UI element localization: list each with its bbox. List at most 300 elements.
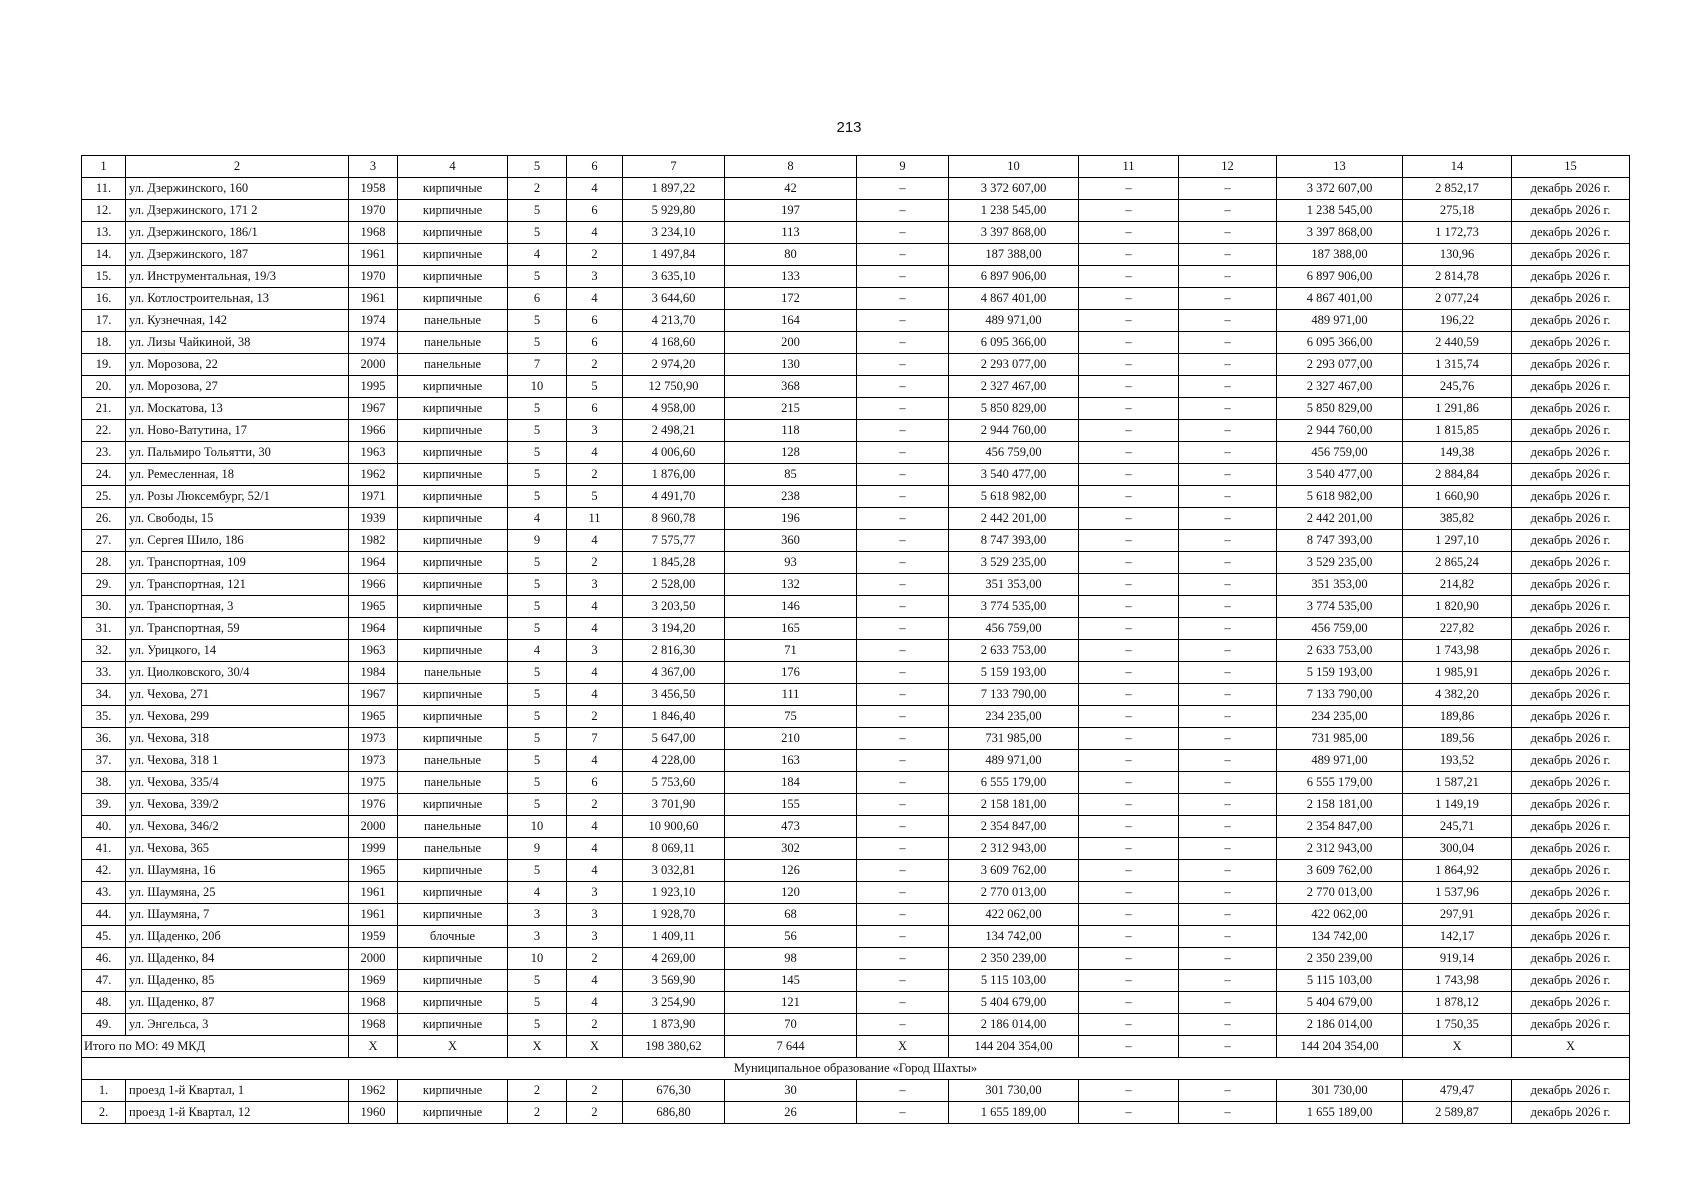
table-row xyxy=(82,310,1630,332)
table-cell: ул. Энгельса, 3 xyxy=(126,1014,349,1036)
table-cell: кирпичные xyxy=(398,1014,508,1036)
table-cell: 1982 xyxy=(349,530,398,552)
table-cell: 24. xyxy=(82,464,126,486)
table-cell: 11 xyxy=(567,508,623,530)
table-cell: ул. Урицкого, 14 xyxy=(126,640,349,662)
table-cell: 10 xyxy=(508,376,567,398)
table-row xyxy=(82,530,1630,552)
table-cell: 3 774 535,00 xyxy=(1277,596,1403,618)
table-cell: 2 xyxy=(567,794,623,816)
table-cell: 4 867 401,00 xyxy=(949,288,1079,310)
table-cell: ул. Транспортная, 3 xyxy=(126,596,349,618)
table-row xyxy=(82,992,1630,1014)
table-cell: 1984 xyxy=(349,662,398,684)
table-cell: 93 xyxy=(725,552,857,574)
total-cell: 198 380,62 xyxy=(623,1036,725,1058)
table-cell: – xyxy=(857,662,949,684)
table-row xyxy=(82,552,1630,574)
table-cell: 1973 xyxy=(349,728,398,750)
table-cell: 1963 xyxy=(349,442,398,464)
table-cell: 128 xyxy=(725,442,857,464)
table-cell: 5 xyxy=(508,442,567,464)
table-cell: – xyxy=(857,926,949,948)
table-cell: декабрь 2026 г. xyxy=(1512,1102,1630,1124)
table-cell: ул. Пальмиро Тольятти, 30 xyxy=(126,442,349,464)
table-cell: 189,86 xyxy=(1403,706,1512,728)
total-cell: Х xyxy=(349,1036,398,1058)
column-number-header: 12 xyxy=(1179,156,1277,178)
table-cell: ул. Морозова, 27 xyxy=(126,376,349,398)
table-cell: – xyxy=(857,420,949,442)
table-cell: – xyxy=(857,178,949,200)
housing-register-table xyxy=(81,155,1630,1124)
table-cell: – xyxy=(1079,662,1179,684)
table-cell: ул. Ремесленная, 18 xyxy=(126,464,349,486)
table-cell: – xyxy=(1179,772,1277,794)
table-cell: 172 xyxy=(725,288,857,310)
table-cell: 1968 xyxy=(349,222,398,244)
column-number-header: 1 xyxy=(82,156,126,178)
total-row xyxy=(82,1036,1630,1058)
table-cell: – xyxy=(1179,750,1277,772)
table-cell: 10 900,60 xyxy=(623,816,725,838)
table-cell: 5 xyxy=(567,486,623,508)
table-cell: – xyxy=(1179,288,1277,310)
table-cell: 5 xyxy=(508,266,567,288)
table-cell: – xyxy=(1179,442,1277,464)
table-cell: 5 618 982,00 xyxy=(1277,486,1403,508)
total-cell: Х xyxy=(508,1036,567,1058)
table-cell: – xyxy=(857,904,949,926)
table-cell: 2000 xyxy=(349,948,398,970)
table-cell: – xyxy=(857,684,949,706)
table-cell: 3 xyxy=(567,574,623,596)
table-row xyxy=(82,222,1630,244)
table-cell: 34. xyxy=(82,684,126,706)
table-cell: – xyxy=(1179,992,1277,1014)
table-cell: декабрь 2026 г. xyxy=(1512,178,1630,200)
column-number-row xyxy=(82,156,1630,178)
table-cell: – xyxy=(1179,926,1277,948)
table-cell: 2 633 753,00 xyxy=(1277,640,1403,662)
table-cell: 43. xyxy=(82,882,126,904)
table-cell: 1 873,90 xyxy=(623,1014,725,1036)
table-cell: 2 350 239,00 xyxy=(1277,948,1403,970)
table-cell: кирпичные xyxy=(398,552,508,574)
table-cell: 1962 xyxy=(349,1080,398,1102)
table-cell: – xyxy=(1079,310,1179,332)
table-cell: 2 xyxy=(567,948,623,970)
table-cell: 1958 xyxy=(349,178,398,200)
table-cell: 2 xyxy=(567,1102,623,1124)
table-cell: 5 929,80 xyxy=(623,200,725,222)
table-cell: 2 186 014,00 xyxy=(1277,1014,1403,1036)
table-cell: – xyxy=(1179,640,1277,662)
table-row xyxy=(82,266,1630,288)
table-cell: – xyxy=(1179,882,1277,904)
table-cell: 3 xyxy=(567,882,623,904)
table-cell: кирпичные xyxy=(398,464,508,486)
table-cell: 1 864,92 xyxy=(1403,860,1512,882)
table-cell: панельные xyxy=(398,354,508,376)
table-cell: панельные xyxy=(398,332,508,354)
table-cell: 351 353,00 xyxy=(1277,574,1403,596)
table-cell: 2 327 467,00 xyxy=(949,376,1079,398)
table-cell: ул. Морозова, 22 xyxy=(126,354,349,376)
table-cell: – xyxy=(1179,596,1277,618)
table-row xyxy=(82,838,1630,860)
table-cell: 1 587,21 xyxy=(1403,772,1512,794)
table-cell: 1974 xyxy=(349,332,398,354)
table-cell: ул. Чехова, 365 xyxy=(126,838,349,860)
table-cell: 6 555 179,00 xyxy=(949,772,1079,794)
table-row xyxy=(82,376,1630,398)
table-cell: 4 491,70 xyxy=(623,486,725,508)
table-cell: 2 158 181,00 xyxy=(1277,794,1403,816)
table-cell: декабрь 2026 г. xyxy=(1512,750,1630,772)
table-row xyxy=(82,442,1630,464)
table-cell: 26 xyxy=(725,1102,857,1124)
table-cell: 1 660,90 xyxy=(1403,486,1512,508)
table-cell: кирпичные xyxy=(398,1080,508,1102)
table-cell: – xyxy=(1179,244,1277,266)
table-cell: 126 xyxy=(725,860,857,882)
table-cell: декабрь 2026 г. xyxy=(1512,992,1630,1014)
table-cell: 2 350 239,00 xyxy=(949,948,1079,970)
table-cell: 3 456,50 xyxy=(623,684,725,706)
table-cell: – xyxy=(857,640,949,662)
table-cell: 163 xyxy=(725,750,857,772)
table-cell: – xyxy=(1179,398,1277,420)
table-cell: 2 293 077,00 xyxy=(1277,354,1403,376)
table-cell: 4 228,00 xyxy=(623,750,725,772)
table-row xyxy=(82,970,1630,992)
table-cell: 4 269,00 xyxy=(623,948,725,970)
table-cell: 360 xyxy=(725,530,857,552)
table-cell: – xyxy=(857,574,949,596)
table-cell: 7 575,77 xyxy=(623,530,725,552)
table-row xyxy=(82,420,1630,442)
table-cell: 31. xyxy=(82,618,126,640)
table-cell: 7 133 790,00 xyxy=(1277,684,1403,706)
table-cell: – xyxy=(1179,574,1277,596)
table-cell: ул. Котлостроительная, 13 xyxy=(126,288,349,310)
table-cell: 3 xyxy=(567,640,623,662)
table-cell: 23. xyxy=(82,442,126,464)
table-cell: 1970 xyxy=(349,200,398,222)
table-cell: 2000 xyxy=(349,354,398,376)
table-cell: – xyxy=(1179,838,1277,860)
table-cell: 489 971,00 xyxy=(949,750,1079,772)
table-cell: ул. Ново-Ватутина, 17 xyxy=(126,420,349,442)
table-cell: 1961 xyxy=(349,288,398,310)
table-cell: 2 354 847,00 xyxy=(949,816,1079,838)
table-cell: 56 xyxy=(725,926,857,948)
table-cell: 1 238 545,00 xyxy=(949,200,1079,222)
table-cell: 4 xyxy=(567,530,623,552)
table-cell: 121 xyxy=(725,992,857,1014)
table-cell: 4 382,20 xyxy=(1403,684,1512,706)
table-cell: 1965 xyxy=(349,596,398,618)
table-cell: 16. xyxy=(82,288,126,310)
table-cell: – xyxy=(1079,706,1179,728)
table-cell: 1 743,98 xyxy=(1403,640,1512,662)
table-cell: – xyxy=(1079,970,1179,992)
table-cell: кирпичные xyxy=(398,882,508,904)
table-cell: 3 xyxy=(567,420,623,442)
table-cell: декабрь 2026 г. xyxy=(1512,574,1630,596)
table-cell: 1968 xyxy=(349,1014,398,1036)
table-row xyxy=(82,398,1630,420)
table-cell: 8 960,78 xyxy=(623,508,725,530)
table-cell: декабрь 2026 г. xyxy=(1512,596,1630,618)
table-cell: 2 442 201,00 xyxy=(949,508,1079,530)
table-cell: – xyxy=(1079,552,1179,574)
table-cell: 42. xyxy=(82,860,126,882)
table-cell: – xyxy=(1179,684,1277,706)
column-number-header: 5 xyxy=(508,156,567,178)
table-cell: 2 633 753,00 xyxy=(949,640,1079,662)
table-cell: декабрь 2026 г. xyxy=(1512,794,1630,816)
table-cell: ул. Чехова, 318 1 xyxy=(126,750,349,772)
table-cell: 2 xyxy=(567,1014,623,1036)
table-cell: 4 867 401,00 xyxy=(1277,288,1403,310)
table-cell: 489 971,00 xyxy=(1277,310,1403,332)
table-cell: блочные xyxy=(398,926,508,948)
table-cell: 6 xyxy=(567,332,623,354)
table-cell: декабрь 2026 г. xyxy=(1512,926,1630,948)
table-cell: 5 850 829,00 xyxy=(949,398,1079,420)
table-cell: 473 xyxy=(725,816,857,838)
table-cell: – xyxy=(1079,816,1179,838)
table-cell: кирпичные xyxy=(398,1102,508,1124)
table-row xyxy=(82,178,1630,200)
table-cell: 3 032,81 xyxy=(623,860,725,882)
table-cell: – xyxy=(1079,574,1179,596)
table-cell: кирпичные xyxy=(398,486,508,508)
table-cell: 5 115 103,00 xyxy=(949,970,1079,992)
table-cell: – xyxy=(857,728,949,750)
table-cell: 98 xyxy=(725,948,857,970)
table-cell: 7 xyxy=(567,728,623,750)
table-body xyxy=(82,156,1630,1124)
table-cell: – xyxy=(1079,904,1179,926)
table-cell: 4 xyxy=(508,882,567,904)
table-cell: 1969 xyxy=(349,970,398,992)
table-cell: 4 168,60 xyxy=(623,332,725,354)
table-cell: 1974 xyxy=(349,310,398,332)
table-cell: 33. xyxy=(82,662,126,684)
table-cell: – xyxy=(1179,948,1277,970)
table-cell: 1964 xyxy=(349,618,398,640)
table-cell: 8 747 393,00 xyxy=(1277,530,1403,552)
table-cell: 422 062,00 xyxy=(1277,904,1403,926)
table-cell: 1962 xyxy=(349,464,398,486)
table-cell: декабрь 2026 г. xyxy=(1512,310,1630,332)
table-cell: – xyxy=(1079,376,1179,398)
table-cell: – xyxy=(857,948,949,970)
table-cell: 4 xyxy=(567,596,623,618)
table-cell: 4 xyxy=(567,288,623,310)
table-cell: 4 xyxy=(508,640,567,662)
table-cell: 5 404 679,00 xyxy=(1277,992,1403,1014)
table-cell: – xyxy=(1179,860,1277,882)
table-cell: 489 971,00 xyxy=(1277,750,1403,772)
page-number: 213 xyxy=(836,119,862,136)
table-cell: 111 xyxy=(725,684,857,706)
table-cell: 38. xyxy=(82,772,126,794)
table-row xyxy=(82,244,1630,266)
table-cell: 215 xyxy=(725,398,857,420)
table-cell: – xyxy=(857,992,949,1014)
table-cell: 1963 xyxy=(349,640,398,662)
table-cell: 4 xyxy=(567,860,623,882)
table-cell: 197 xyxy=(725,200,857,222)
table-row xyxy=(82,794,1630,816)
table-cell: 6 xyxy=(567,200,623,222)
table-cell: 196,22 xyxy=(1403,310,1512,332)
table-cell: 2 xyxy=(567,552,623,574)
table-row xyxy=(82,1080,1630,1102)
table-cell: ул. Кузнечная, 142 xyxy=(126,310,349,332)
total-cell: 144 204 354,00 xyxy=(949,1036,1079,1058)
table-cell: 2 312 943,00 xyxy=(949,838,1079,860)
table-cell: ул. Шаумяна, 16 xyxy=(126,860,349,882)
column-number-header: 2 xyxy=(126,156,349,178)
table-cell: 3 774 535,00 xyxy=(949,596,1079,618)
table-cell: 456 759,00 xyxy=(949,442,1079,464)
table-cell: 3 372 607,00 xyxy=(949,178,1079,200)
total-cell: Х xyxy=(567,1036,623,1058)
table-cell: 5 xyxy=(508,794,567,816)
table-cell: 2 xyxy=(567,244,623,266)
table-cell: 5 xyxy=(508,992,567,1014)
table-cell: 227,82 xyxy=(1403,618,1512,640)
table-cell: 2 158 181,00 xyxy=(949,794,1079,816)
table-cell: – xyxy=(1079,288,1179,310)
column-number-header: 7 xyxy=(623,156,725,178)
table-cell: 4 xyxy=(567,442,623,464)
table-cell: 4 xyxy=(567,992,623,1014)
table-cell: 5 647,00 xyxy=(623,728,725,750)
table-cell: 1 846,40 xyxy=(623,706,725,728)
table-cell: 1966 xyxy=(349,574,398,596)
table-cell: – xyxy=(1079,486,1179,508)
table-cell: декабрь 2026 г. xyxy=(1512,640,1630,662)
table-cell: 1 750,35 xyxy=(1403,1014,1512,1036)
table-cell: ул. Щаденко, 84 xyxy=(126,948,349,970)
table-cell: ул. Щаденко, 85 xyxy=(126,970,349,992)
table-cell: 47. xyxy=(82,970,126,992)
table-cell: декабрь 2026 г. xyxy=(1512,354,1630,376)
table-row xyxy=(82,640,1630,662)
table-cell: – xyxy=(1179,1014,1277,1036)
table-cell: 75 xyxy=(725,706,857,728)
table-cell: 5 xyxy=(508,464,567,486)
table-cell: 1 537,96 xyxy=(1403,882,1512,904)
table-cell: 2 xyxy=(567,464,623,486)
table-cell: 2 852,17 xyxy=(1403,178,1512,200)
table-cell: ул. Транспортная, 121 xyxy=(126,574,349,596)
table-cell: – xyxy=(1179,970,1277,992)
table-cell: декабрь 2026 г. xyxy=(1512,882,1630,904)
table-cell: 686,80 xyxy=(623,1102,725,1124)
table-cell: 2 354 847,00 xyxy=(1277,816,1403,838)
table-cell: 1975 xyxy=(349,772,398,794)
table-cell: 456 759,00 xyxy=(949,618,1079,640)
table-cell: – xyxy=(1079,838,1179,860)
table-cell: 5 xyxy=(508,398,567,420)
table-cell: 20. xyxy=(82,376,126,398)
table-cell: 187 388,00 xyxy=(1277,244,1403,266)
table-cell: 3 397 868,00 xyxy=(949,222,1079,244)
table-cell: декабрь 2026 г. xyxy=(1512,222,1630,244)
table-cell: – xyxy=(1179,178,1277,200)
table-cell: 1 897,22 xyxy=(623,178,725,200)
table-cell: 6 xyxy=(567,398,623,420)
table-cell: 4 xyxy=(567,178,623,200)
table-cell: – xyxy=(857,1102,949,1124)
table-cell: 176 xyxy=(725,662,857,684)
total-cell: Х xyxy=(398,1036,508,1058)
table-cell: 28. xyxy=(82,552,126,574)
table-row xyxy=(82,618,1630,640)
section-title-row xyxy=(82,1058,1630,1080)
table-row xyxy=(82,662,1630,684)
total-cell: Х xyxy=(1512,1036,1630,1058)
table-cell: панельные xyxy=(398,816,508,838)
table-cell: – xyxy=(857,508,949,530)
table-cell: 385,82 xyxy=(1403,508,1512,530)
table-cell: 49. xyxy=(82,1014,126,1036)
table-cell: 2 498,21 xyxy=(623,420,725,442)
table-cell: 5 115 103,00 xyxy=(1277,970,1403,992)
table-cell: 29. xyxy=(82,574,126,596)
table-cell: 42 xyxy=(725,178,857,200)
table-cell: декабрь 2026 г. xyxy=(1512,684,1630,706)
table-cell: 1 928,70 xyxy=(623,904,725,926)
table-cell: – xyxy=(1079,1102,1179,1124)
table-cell: декабрь 2026 г. xyxy=(1512,948,1630,970)
table-row xyxy=(82,926,1630,948)
table-cell: декабрь 2026 г. xyxy=(1512,1014,1630,1036)
table-cell: – xyxy=(1079,1080,1179,1102)
total-cell: Х xyxy=(1403,1036,1512,1058)
table-cell: 2 528,00 xyxy=(623,574,725,596)
table-cell: – xyxy=(857,970,949,992)
table-cell: 1 923,10 xyxy=(623,882,725,904)
table-cell: – xyxy=(1179,420,1277,442)
table-cell: 146 xyxy=(725,596,857,618)
table-cell: 21. xyxy=(82,398,126,420)
table-cell: 5 xyxy=(508,618,567,640)
table-cell: 1 297,10 xyxy=(1403,530,1512,552)
table-cell: 130 xyxy=(725,354,857,376)
table-cell: декабрь 2026 г. xyxy=(1512,332,1630,354)
table-cell: декабрь 2026 г. xyxy=(1512,244,1630,266)
table-cell: – xyxy=(1079,332,1179,354)
table-cell: 39. xyxy=(82,794,126,816)
table-cell: – xyxy=(1179,376,1277,398)
table-cell: 2 816,30 xyxy=(623,640,725,662)
table-cell: – xyxy=(1079,442,1179,464)
table-cell: – xyxy=(1179,904,1277,926)
table-cell: 3 635,10 xyxy=(623,266,725,288)
table-cell: кирпичные xyxy=(398,596,508,618)
table-cell: 3 701,90 xyxy=(623,794,725,816)
table-cell: – xyxy=(1079,992,1179,1014)
column-number-header: 13 xyxy=(1277,156,1403,178)
